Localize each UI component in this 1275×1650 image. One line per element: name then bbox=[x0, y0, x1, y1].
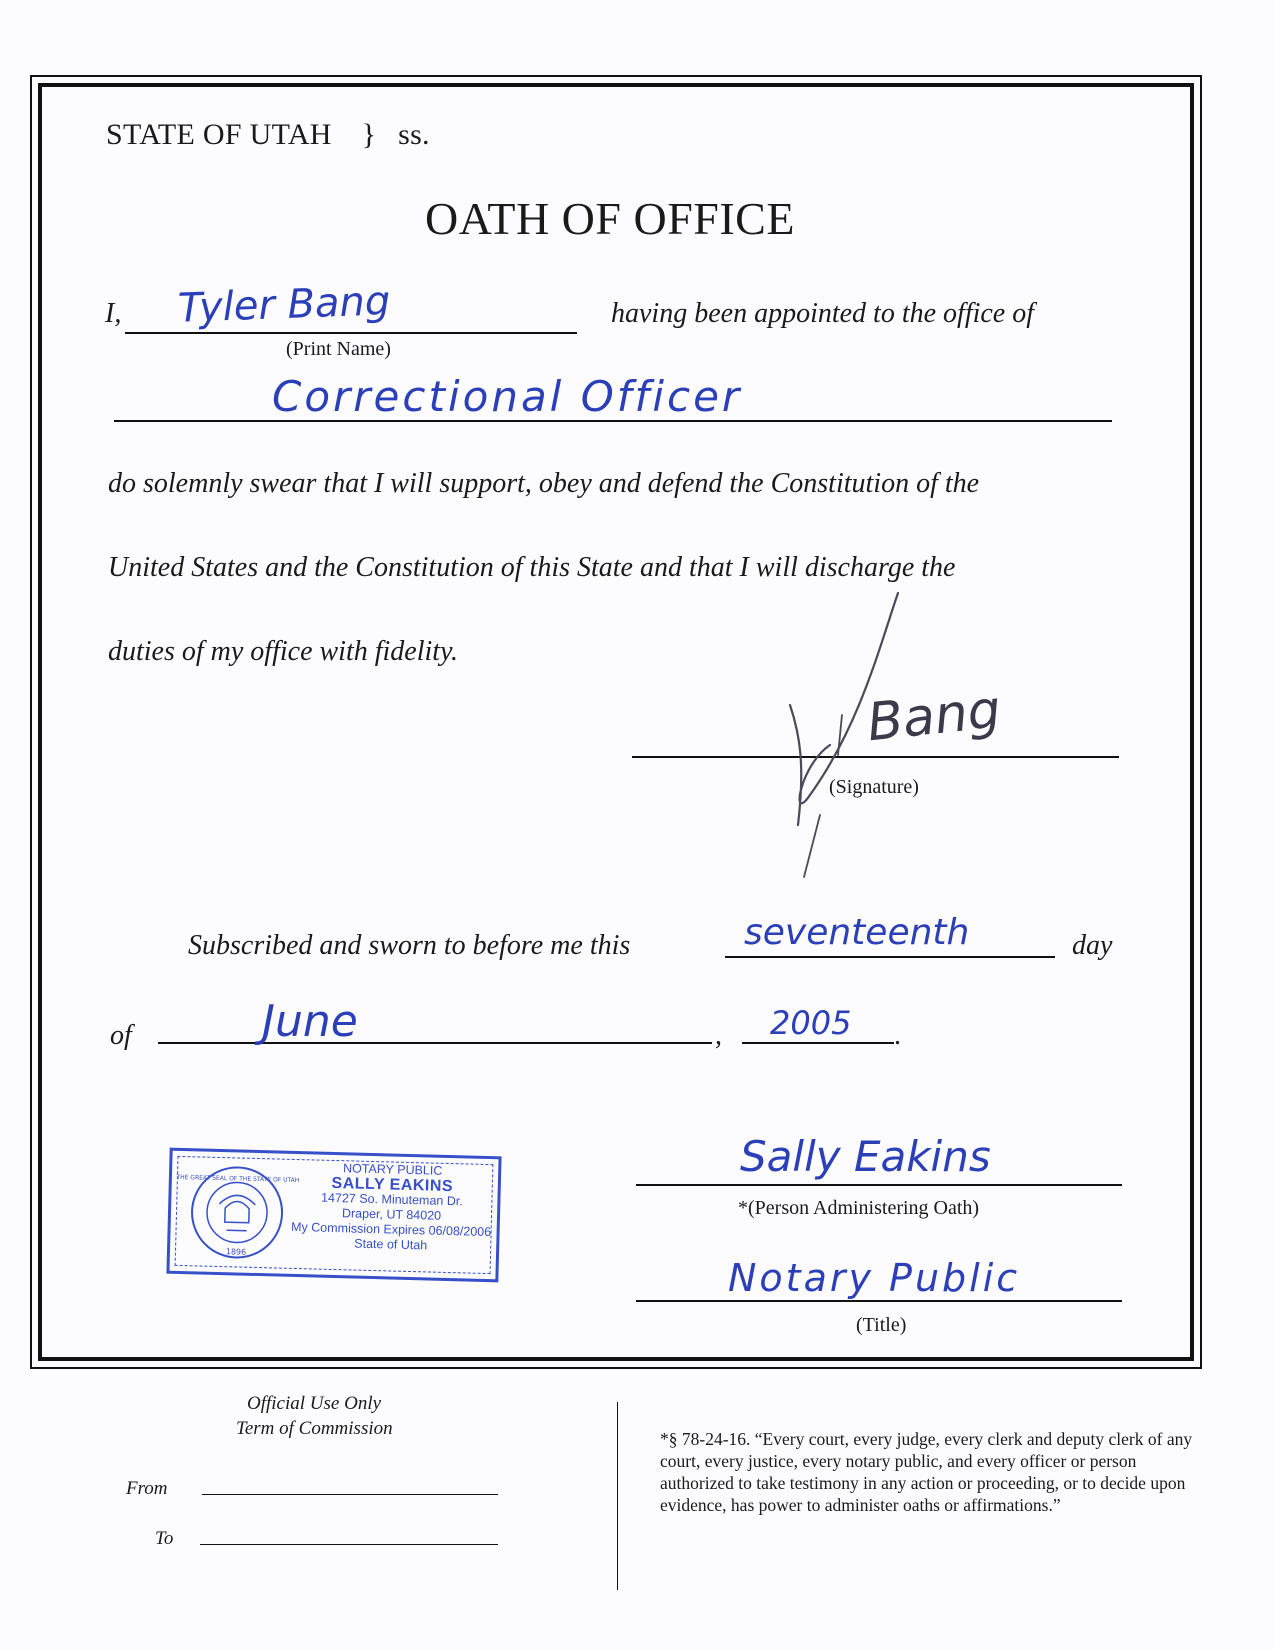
day-label: day bbox=[1072, 930, 1113, 961]
statute-citation: *§ 78-24-16. “Every court, every judge, every clerk and deputy clerk of any court, every justice, every notary public, and every officer or person authorized to take testimony in any action or proceeding, or to decide upon evidence, has power to administer oaths or affirmations.” bbox=[660, 1429, 1193, 1515]
ss-label: ss. bbox=[398, 118, 430, 151]
handwritten-office: Correctional Officer bbox=[272, 372, 743, 421]
subscribed-text: Subscribed and sworn to before me this bbox=[188, 930, 631, 961]
handwritten-month: June bbox=[262, 996, 358, 1047]
stamp-line-4: Draper, UT 84020 bbox=[341, 1206, 442, 1223]
name-line bbox=[125, 332, 577, 334]
signature-text: Bang bbox=[864, 679, 1004, 754]
stamp-line-6: State of Utah bbox=[354, 1236, 428, 1253]
stamp-line-3: 14727 So. Minuteman Dr. bbox=[320, 1190, 463, 1209]
stamp-line-1: NOTARY PUBLIC bbox=[342, 1161, 443, 1178]
from-label: From bbox=[126, 1478, 168, 1499]
signature-scribble bbox=[780, 585, 1004, 885]
date-comma: , bbox=[715, 1020, 722, 1051]
stamp-text-block bbox=[288, 1160, 495, 1255]
administrator-caption: *(Person Administering Oath) bbox=[738, 1197, 980, 1219]
handwritten-day: seventeenth bbox=[744, 912, 970, 953]
print-name-caption: (Print Name) bbox=[286, 338, 391, 360]
to-label: To bbox=[155, 1528, 174, 1549]
title-caption: (Title) bbox=[856, 1314, 907, 1336]
term-label: Term of Commission bbox=[236, 1418, 393, 1439]
year-line bbox=[742, 1042, 894, 1044]
from-line bbox=[202, 1494, 498, 1495]
to-line bbox=[200, 1544, 498, 1545]
seal-text: THE GREAT SEAL OF THE STATE OF UTAH bbox=[176, 1173, 300, 1185]
appointed-text: having been appointed to the office of bbox=[611, 298, 1035, 329]
oath-body-line-3: duties of my office with fidelity. bbox=[108, 636, 458, 667]
handwritten-administrator: Sally Eakins bbox=[740, 1132, 991, 1181]
title-line bbox=[636, 1300, 1122, 1302]
handwritten-title: Notary Public bbox=[728, 1256, 1021, 1300]
seal-year: 1896 bbox=[225, 1247, 247, 1257]
handwritten-name: Tyler Bang bbox=[177, 278, 391, 332]
stamp-line-2: SALLY EAKINS bbox=[331, 1174, 454, 1196]
date-period: . bbox=[894, 1020, 901, 1051]
brace-glyph: } bbox=[361, 118, 377, 151]
official-use-label: Official Use Only bbox=[247, 1393, 382, 1414]
footer-divider bbox=[617, 1402, 618, 1590]
handwritten-year: 2005 bbox=[770, 1004, 852, 1042]
of-label: of bbox=[110, 1020, 132, 1051]
state-name: STATE OF UTAH bbox=[106, 118, 332, 151]
page-title: OATH OF OFFICE bbox=[425, 193, 795, 244]
oath-body-line-1: do solemnly swear that I will support, obey and defend the Constitution of the bbox=[108, 468, 980, 499]
signature-caption: (Signature) bbox=[829, 776, 919, 798]
intro-i: I, bbox=[105, 298, 122, 329]
stamp-line-5: My Commission Expires 06/08/2006 bbox=[290, 1219, 492, 1240]
notary-stamp bbox=[166, 1148, 501, 1283]
administrator-line bbox=[636, 1184, 1122, 1186]
month-line bbox=[158, 1042, 712, 1044]
state-heading bbox=[106, 118, 430, 152]
day-line bbox=[725, 956, 1055, 958]
utah-seal-icon bbox=[176, 1163, 300, 1261]
oath-body-line-2: United States and the Constitution of this State and that I will discharge the bbox=[108, 552, 956, 583]
